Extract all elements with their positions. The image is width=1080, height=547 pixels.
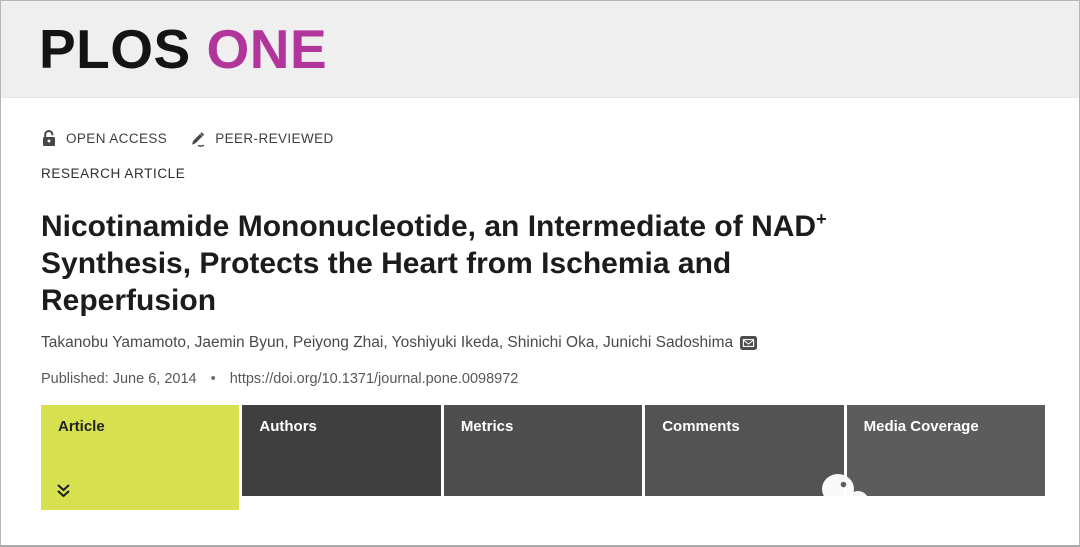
article-header-section [1,129,1079,510]
separator-bullet: • [210,371,216,387]
title-line-2: Synthesis, Protects the Heart from Ischemia and [41,247,732,280]
tab-comments[interactable] [645,405,843,496]
tab-media-coverage-label: Media Coverage [863,418,979,435]
tab-metrics[interactable] [444,405,642,496]
tab-authors[interactable] [242,405,440,496]
pencil-icon [189,130,206,147]
authors-list[interactable]: Takanobu Yamamoto, Jaemin Byun, Peiyong Zhai, Yoshiyuki Ikeda, Shinichi Oka, Junichi Sadoshima [41,334,734,351]
article-tab-bar [41,405,1045,510]
tab-comments-label: Comments [662,418,740,435]
authors-row [41,334,1039,352]
tab-media-coverage[interactable] [847,405,1045,496]
doi-link[interactable]: https://doi.org/10.1371/journal.pone.0098972 [229,371,519,387]
title-line-1: Nicotinamide Mononucleotide, an Intermediate of NAD [41,210,817,243]
open-lock-icon [41,129,57,147]
tab-article-label: Article [58,418,105,435]
double-chevron-down-icon[interactable] [56,483,71,499]
published-row [41,371,1039,387]
tab-authors-label: Authors [259,418,317,435]
title-line-3: Reperfusion [41,284,217,317]
journal-header [1,1,1079,98]
article-meta-row [41,129,1039,147]
published-date: Published: June 6, 2014 [41,371,197,387]
article-title [41,208,1039,319]
plos-one-logo[interactable] [39,17,328,80]
logo-plos-text: PLOS [39,17,191,80]
title-superscript: + [816,209,827,229]
article-type-label: RESEARCH ARTICLE [41,166,186,181]
envelope-icon[interactable] [740,336,757,350]
tab-metrics-label: Metrics [460,418,514,435]
peer-reviewed-label: PEER-REVIEWED [215,130,334,146]
open-access-label: OPEN ACCESS [66,130,168,146]
logo-one-text: ONE [206,17,328,80]
tab-article[interactable] [41,405,239,510]
